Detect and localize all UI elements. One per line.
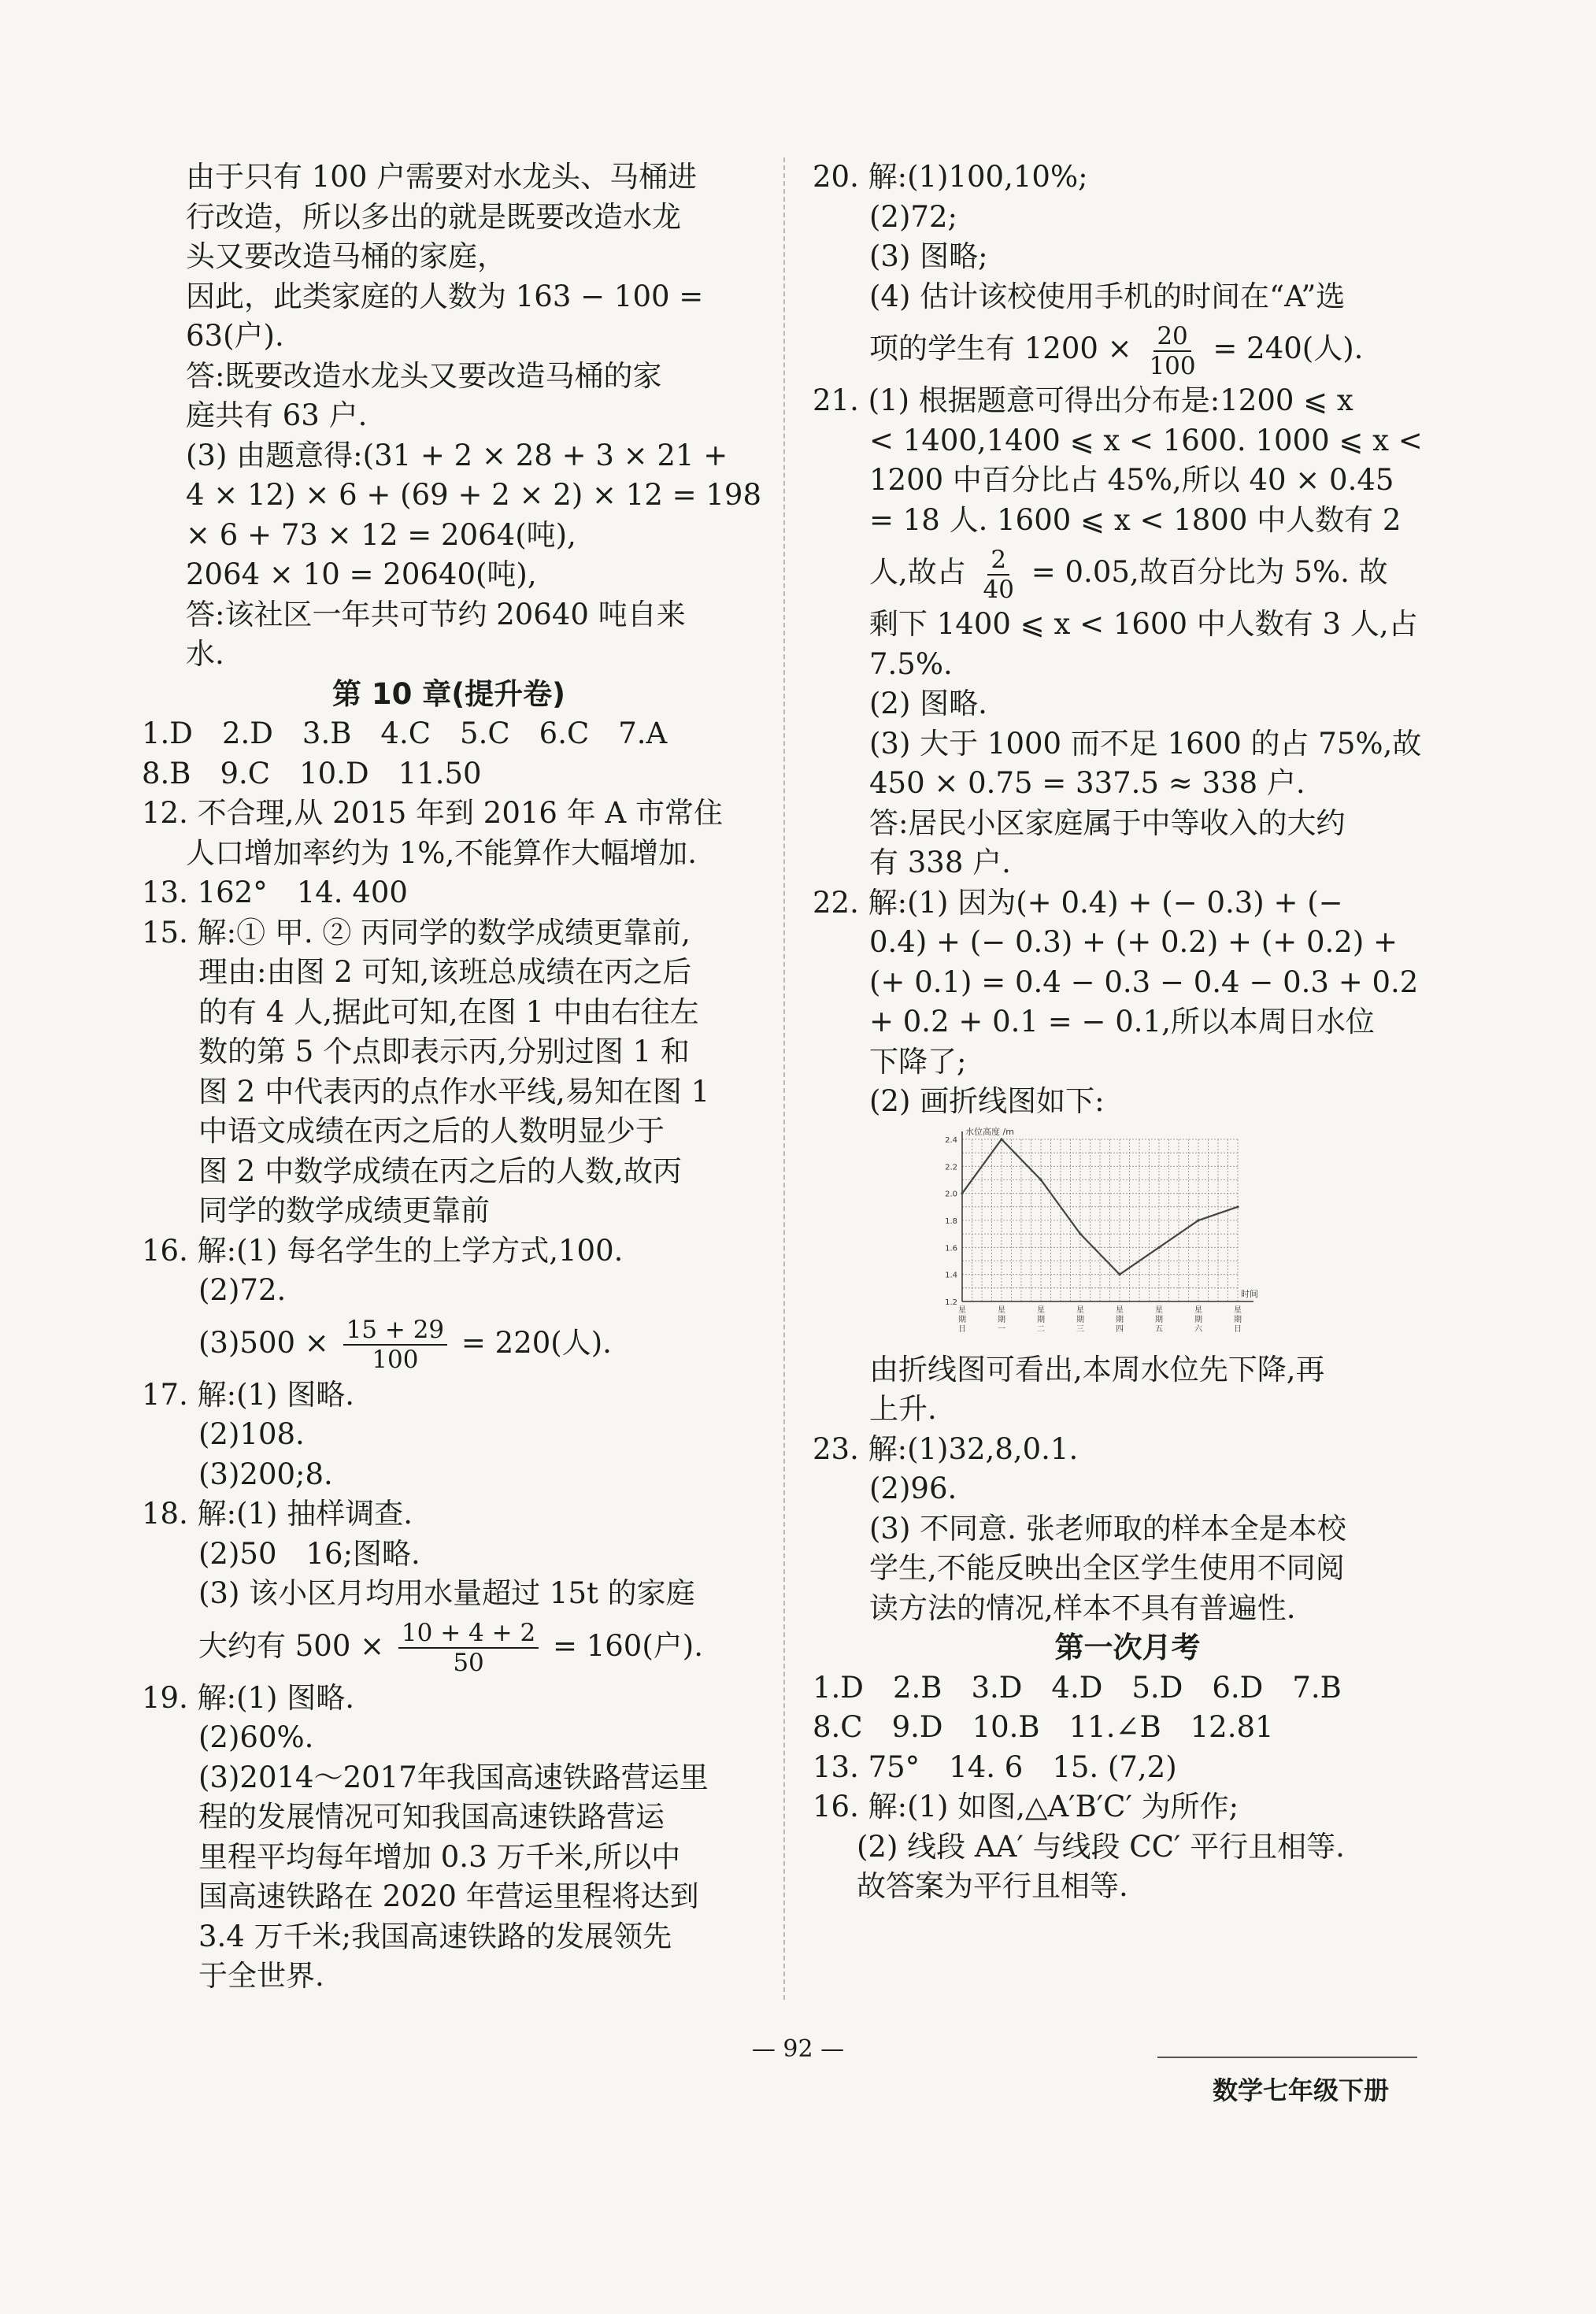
text-line: 20. 解:(1)100,10%; (813, 160, 1088, 194)
text-line: 庭共有 63 户. (186, 398, 368, 432)
text-line: 读方法的情况,样本不具有普遍性. (869, 1590, 1296, 1625)
text-line: 3.4 万千米;我国高速铁路的发展领先 (198, 1919, 672, 1953)
text-line: 15. 解:① 甲. ② 丙同学的数学成绩更靠前, (142, 915, 691, 950)
x-tick-label (1076, 1305, 1084, 1334)
formula-prefix: 大约有 500 × (198, 1628, 385, 1663)
x-tick-label (1037, 1305, 1045, 1334)
x-tick-char: 二 (1037, 1324, 1045, 1334)
answer-line: 8.C 9.D 10.B 11.∠B 12.81 (813, 1710, 1274, 1744)
footer-title: 数学七年级下册 (1213, 2075, 1390, 2105)
answer-line: 1.D 2.D 3.B 4.C 5.C 6.C 7.A (142, 716, 668, 750)
formula-line (142, 1614, 756, 1679)
x-tick-label (1116, 1305, 1124, 1334)
column-divider (783, 157, 785, 2000)
x-tick-char: 星 (1116, 1305, 1124, 1315)
text-line: 答:既要改造水龙头又要改造马桶的家 (186, 358, 662, 393)
text-line: (3)2014～2017年我国高速铁路营运里 (198, 1760, 709, 1794)
text-line: (3) 大于 1000 而不足 1600 的占 75%,故 (869, 726, 1422, 761)
text-line: 23. 解:(1)32,8,0.1. (813, 1431, 1079, 1466)
text-line: 人口增加率约为 1%,不能算作大幅增加. (186, 835, 697, 870)
text-line: (2)60%. (198, 1720, 314, 1754)
x-tick-char: 期 (998, 1315, 1005, 1324)
text-line: 12. 不合理,从 2015 年到 2016 年 A 市常住 (142, 796, 723, 830)
x-tick-char: 星 (1194, 1305, 1202, 1315)
formula-suffix: = 0.05,故百分比为 5%. 故 (1031, 555, 1388, 589)
y-tick-label: 2.2 (945, 1162, 957, 1172)
text-line: 18. 解:(1) 抽样调查. (142, 1497, 413, 1531)
text-line: 水. (186, 637, 224, 671)
y-tick-label: 2.0 (945, 1190, 957, 1199)
formula-prefix: 人,故占 (869, 555, 966, 589)
data-point (1079, 1232, 1081, 1235)
data-point (1000, 1138, 1002, 1140)
x-tick-char: 星 (958, 1305, 966, 1315)
formula-line (813, 540, 1442, 605)
chart-svg (931, 1122, 1277, 1350)
data-point (1236, 1205, 1239, 1208)
text-line: (+ 0.1) = 0.4 − 0.3 − 0.4 − 0.3 + 0.2 (869, 964, 1419, 999)
data-point (1157, 1246, 1160, 1248)
text-line: + 0.2 + 0.1 = − 0.1,所以本周日水位 (869, 1005, 1375, 1039)
formula-prefix: 项的学生有 1200 × (869, 331, 1132, 365)
formula-prefix: (3)500 × (198, 1325, 329, 1360)
x-tick-char: 星 (1155, 1305, 1163, 1315)
fraction-denominator: 40 (983, 575, 1014, 604)
fraction (1146, 322, 1198, 380)
text-line: 16. 解:(1) 每名学生的上学方式,100. (142, 1233, 624, 1268)
x-tick-char: 期 (1076, 1315, 1084, 1324)
x-tick-label (958, 1305, 966, 1334)
text-line: 剩下 1400 ⩽ x < 1600 中人数有 3 人,占 (869, 607, 1418, 641)
text-line: 学生,不能反映出全区学生使用不同阅 (869, 1551, 1345, 1585)
text-line: 里程平均每年增加 0.3 万千米,所以中 (198, 1839, 681, 1874)
y-tick-label: 1.6 (945, 1243, 957, 1253)
text-line: 图 2 中代表丙的点作水平线,易知在图 1 (198, 1074, 710, 1109)
x-tick-char: 星 (1037, 1305, 1045, 1315)
answer-line: 8.B 9.C 10.D 11.50 (142, 756, 482, 790)
x-axis-label: 时间 (1241, 1288, 1258, 1299)
fraction-numerator: 15 + 29 (343, 1316, 448, 1346)
text-line: 4 × 12) × 6 + (69 + 2 × 2) × 12 = 198 (186, 478, 762, 512)
data-point (1039, 1178, 1042, 1180)
text-line: 19. 解:(1) 图略. (142, 1680, 355, 1715)
text-line: (2)108. (198, 1417, 305, 1451)
x-tick-char: 期 (958, 1315, 966, 1324)
text-line: 63(户). (186, 319, 284, 353)
x-tick-char: 期 (1234, 1315, 1242, 1324)
x-tick-char: 星 (1234, 1305, 1242, 1315)
x-tick-char: 日 (1234, 1324, 1242, 1334)
text-line: (2)50 16;图略. (198, 1536, 420, 1571)
y-tick-label: 2.4 (945, 1135, 957, 1145)
text-line: = 18 人. 1600 ⩽ x < 1800 中人数有 2 (869, 502, 1402, 537)
answer-line: 13. 162° 14. 400 (142, 876, 408, 909)
fraction-numerator: 20 (1153, 322, 1191, 352)
text-line: 图 2 中数学成绩在丙之后的人数,故丙 (198, 1153, 682, 1188)
text-line: (3) 由题意得:(31 + 2 × 28 + 3 × 21 + (186, 438, 728, 472)
page-number: — 92 — (751, 2035, 845, 2063)
y-tick-label: 1.2 (945, 1298, 957, 1307)
data-point (1197, 1219, 1199, 1221)
x-tick-char: 期 (1155, 1315, 1163, 1324)
text-line: 7.5%. (869, 646, 953, 681)
fraction-numerator: 2 (987, 546, 1009, 576)
text-line: 450 × 0.75 = 337.5 ≈ 338 户. (869, 766, 1305, 800)
text-line: 答:居民小区家庭属于中等收入的大约 (869, 805, 1346, 840)
text-line: 国高速铁路在 2020 年营运里程将达到 (198, 1879, 699, 1913)
text-line: 上升. (869, 1392, 937, 1426)
text-line: 由于只有 100 户需要对水龙头、马桶进 (186, 160, 698, 194)
text-line: 故答案为平行且相等. (857, 1869, 1128, 1903)
formula-suffix: = 220(人). (461, 1325, 612, 1360)
section-heading: 第一次月考 (1054, 1631, 1201, 1664)
x-tick-char: 日 (958, 1324, 966, 1334)
text-line: 的有 4 人,据此可知,在图 1 中由右往左 (198, 994, 699, 1029)
text-line: 2064 × 10 = 20640(吨), (186, 557, 537, 591)
x-tick-label (1194, 1305, 1203, 1334)
fraction (398, 1619, 539, 1677)
text-line: 数的第 5 个点即表示丙,分别过图 1 和 (198, 1035, 690, 1068)
text-line: (3) 图略; (869, 239, 988, 273)
y-tick-label: 1.4 (945, 1271, 957, 1280)
formula-line (142, 1311, 756, 1375)
text-line: 16. 解:(1) 如图,△A′B′C′ 为所作; (813, 1790, 1239, 1823)
text-line: 1200 中百分比占 45%,所以 40 × 0.45 (869, 463, 1394, 497)
text-line: 头又要改造马桶的家庭， (186, 239, 506, 273)
x-tick-char: 五 (1155, 1324, 1163, 1334)
text-line: 有 338 户. (869, 846, 1011, 879)
section-heading: 第 10 章(提升卷) (331, 676, 566, 711)
text-line: 答:该社区一年共可节约 20640 吨自来 (186, 597, 686, 631)
fraction-denominator: 50 (453, 1649, 484, 1677)
water-level-chart (931, 1122, 1277, 1350)
data-point (961, 1192, 963, 1194)
text-line: 21. (1) 根据题意可得出分布是:1200 ⩽ x (813, 383, 1353, 417)
x-tick-label (1155, 1305, 1163, 1334)
text-line: 由折线图可看出,本周水位先下降,再 (869, 1352, 1325, 1387)
x-tick-char: 一 (998, 1324, 1005, 1334)
x-tick-char: 星 (998, 1305, 1005, 1315)
text-line: 中语文成绩在丙之后的人数明显少于 (198, 1114, 665, 1148)
x-tick-char: 星 (1076, 1305, 1084, 1315)
x-tick-label (1234, 1305, 1242, 1334)
text-line: (3) 不同意. 张老师取的样本全是本校 (869, 1511, 1346, 1546)
text-line: 因此，此类家庭的人数为 163 − 100 = (186, 279, 704, 313)
formula-suffix: = 240(人). (1213, 331, 1364, 365)
text-line: (2) 画折线图如下: (869, 1084, 1105, 1118)
left-column (142, 157, 762, 1997)
text-line: 于全世界. (198, 1959, 324, 1993)
text-line: 22. 解:(1) 因为(+ 0.4) + (− 0.3) + (− (813, 885, 1343, 920)
text-line: (3)200;8. (198, 1457, 333, 1491)
text-line: (2) 图略. (869, 687, 987, 720)
text-line: (2)96. (869, 1472, 957, 1505)
text-line: (4) 估计该校使用手机的时间在“A”选 (869, 279, 1346, 313)
text-line: 17. 解:(1) 图略. (142, 1377, 355, 1412)
formula-suffix: = 160(户). (552, 1628, 703, 1663)
x-tick-char: 四 (1116, 1324, 1124, 1334)
x-tick-char: 期 (1194, 1315, 1202, 1324)
text-line: 下降了; (869, 1044, 967, 1079)
chart-title: 水位高度 /m (965, 1126, 1014, 1137)
text-line: (3) 该小区月均用水量超过 15t 的家庭 (198, 1576, 695, 1610)
footer-rule (1157, 2057, 1417, 2058)
text-line: 同学的数学成绩更靠前 (198, 1194, 490, 1227)
text-line: 行改造，所以多出的就是既要改造水龙 (186, 199, 681, 234)
text-line: < 1400,1400 ⩽ x < 1600. 1000 ⩽ x < (869, 423, 1423, 457)
text-line: (2) 线段 AA′ 与线段 CC′ 平行且相等. (857, 1829, 1345, 1864)
fraction-denominator: 100 (372, 1346, 419, 1374)
answer-line: 13. 75° 14. 6 15. (7,2) (813, 1749, 1177, 1784)
text-line: × 6 + 73 × 12 = 2064(吨), (186, 517, 576, 552)
fraction-denominator: 100 (1149, 351, 1196, 380)
data-point (1118, 1273, 1120, 1275)
x-tick-char: 三 (1076, 1324, 1084, 1334)
y-tick-label: 1.8 (945, 1216, 957, 1226)
fraction (980, 546, 1017, 604)
fraction (343, 1316, 448, 1374)
x-tick-char: 期 (1037, 1315, 1045, 1324)
right-column (813, 157, 1442, 1907)
text-line: 理由:由图 2 可知,该班总成绩在丙之后 (198, 955, 692, 989)
text-line: 0.4) + (− 0.3) + (+ 0.2) + (+ 0.2) + (869, 925, 1398, 959)
answer-line: 1.D 2.B 3.D 4.D 5.D 6.D 7.B (813, 1670, 1342, 1705)
fraction-numerator: 10 + 4 + 2 (398, 1619, 539, 1649)
text-line: (2)72; (869, 199, 957, 234)
chart-canvas (931, 1122, 1277, 1350)
x-tick-char: 期 (1116, 1315, 1124, 1324)
text-line: 程的发展情况可知我国高速铁路营运 (198, 1800, 665, 1834)
x-tick-char: 六 (1194, 1324, 1202, 1334)
text-line: (2)72. (198, 1273, 287, 1307)
x-tick-label (998, 1305, 1005, 1334)
formula-line (813, 317, 1442, 381)
